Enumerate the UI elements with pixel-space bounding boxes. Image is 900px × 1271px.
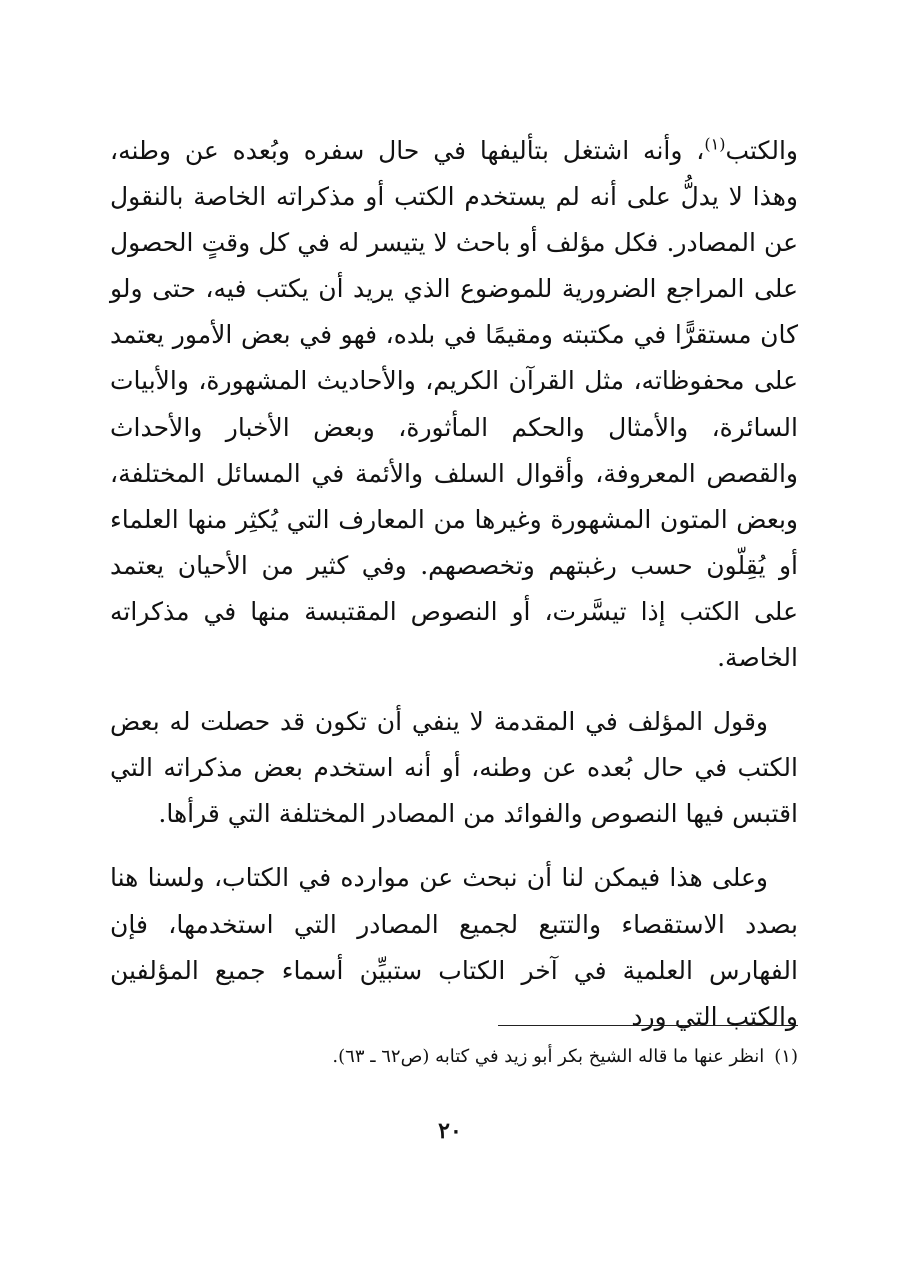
page-number: ٢٠ bbox=[438, 1118, 462, 1144]
footnote-reference: (١) bbox=[704, 134, 726, 154]
main-text bbox=[110, 128, 798, 1040]
paragraph-1-start: والكتب bbox=[725, 136, 798, 165]
footnote-text: انظر عنها ما قاله الشيخ بكر أبو زيد في كتابه (ص٦٢ ـ ٦٣). bbox=[332, 1046, 765, 1067]
paragraph-1-rest: ، وأنه اشتغل بتأليفها في حال سفره وبُعده عن وطنه، وهذا لا يدلُّ على أنه لم يستخدم الكتب أو مذكراته الخاصة بالنقول عن المصادر. فكل مؤلف أو باحث لا يتيسر له في كل وقتٍ الحصول على المراجع الضرورية للموضوع الذي يريد أن يكتب فيه، حتى ولو كان مستقرًّا في مكتبته ومقيمًا في بلده، فهو في بعض الأمور يعتمد على محفوظاته، مثل القرآن الكريم، والأحاديث المشهورة، والأبيات السائرة، والأمثال والحكم المأثورة، وبعض الأخبار والأحداث والقصص المعروفة، وأقوال السلف والأئمة في المسائل المختلفة، وبعض المتون المشهورة وغيرها من المعارف التي يُكثِر منها العلماء أو يُقِلّون حسب رغبتهم وتخصصهم. وفي كثير من الأحيان يعتمد على الكتب إذا تيسَّرت، أو النصوص المقتبسة منها في مذكراته الخاصة. bbox=[110, 136, 798, 673]
paragraph-1 bbox=[110, 128, 798, 681]
footnote bbox=[110, 1042, 798, 1072]
footnote-divider bbox=[498, 1025, 798, 1026]
footnote-number: (١) bbox=[774, 1046, 798, 1067]
paragraph-3: وعلى هذا فيمكن لنا أن نبحث عن موارده في الكتاب، ولسنا هنا بصدد الاستقصاء والتتبع لجميع المصادر التي استخدمها، فإن الفهارس العلمية في آخر الكتاب ستبيِّن أسماء جميع المؤلفين والكتب التي ورد bbox=[110, 863, 798, 1031]
paragraph-2: وقول المؤلف في المقدمة لا ينفي أن تكون قد حصلت له بعض الكتب في حال بُعده عن وطنه، أو أنه استخدم بعض مذكراته التي اقتبس فيها النصوص والفوائد من المصادر المختلفة التي قرأها. bbox=[110, 707, 798, 829]
